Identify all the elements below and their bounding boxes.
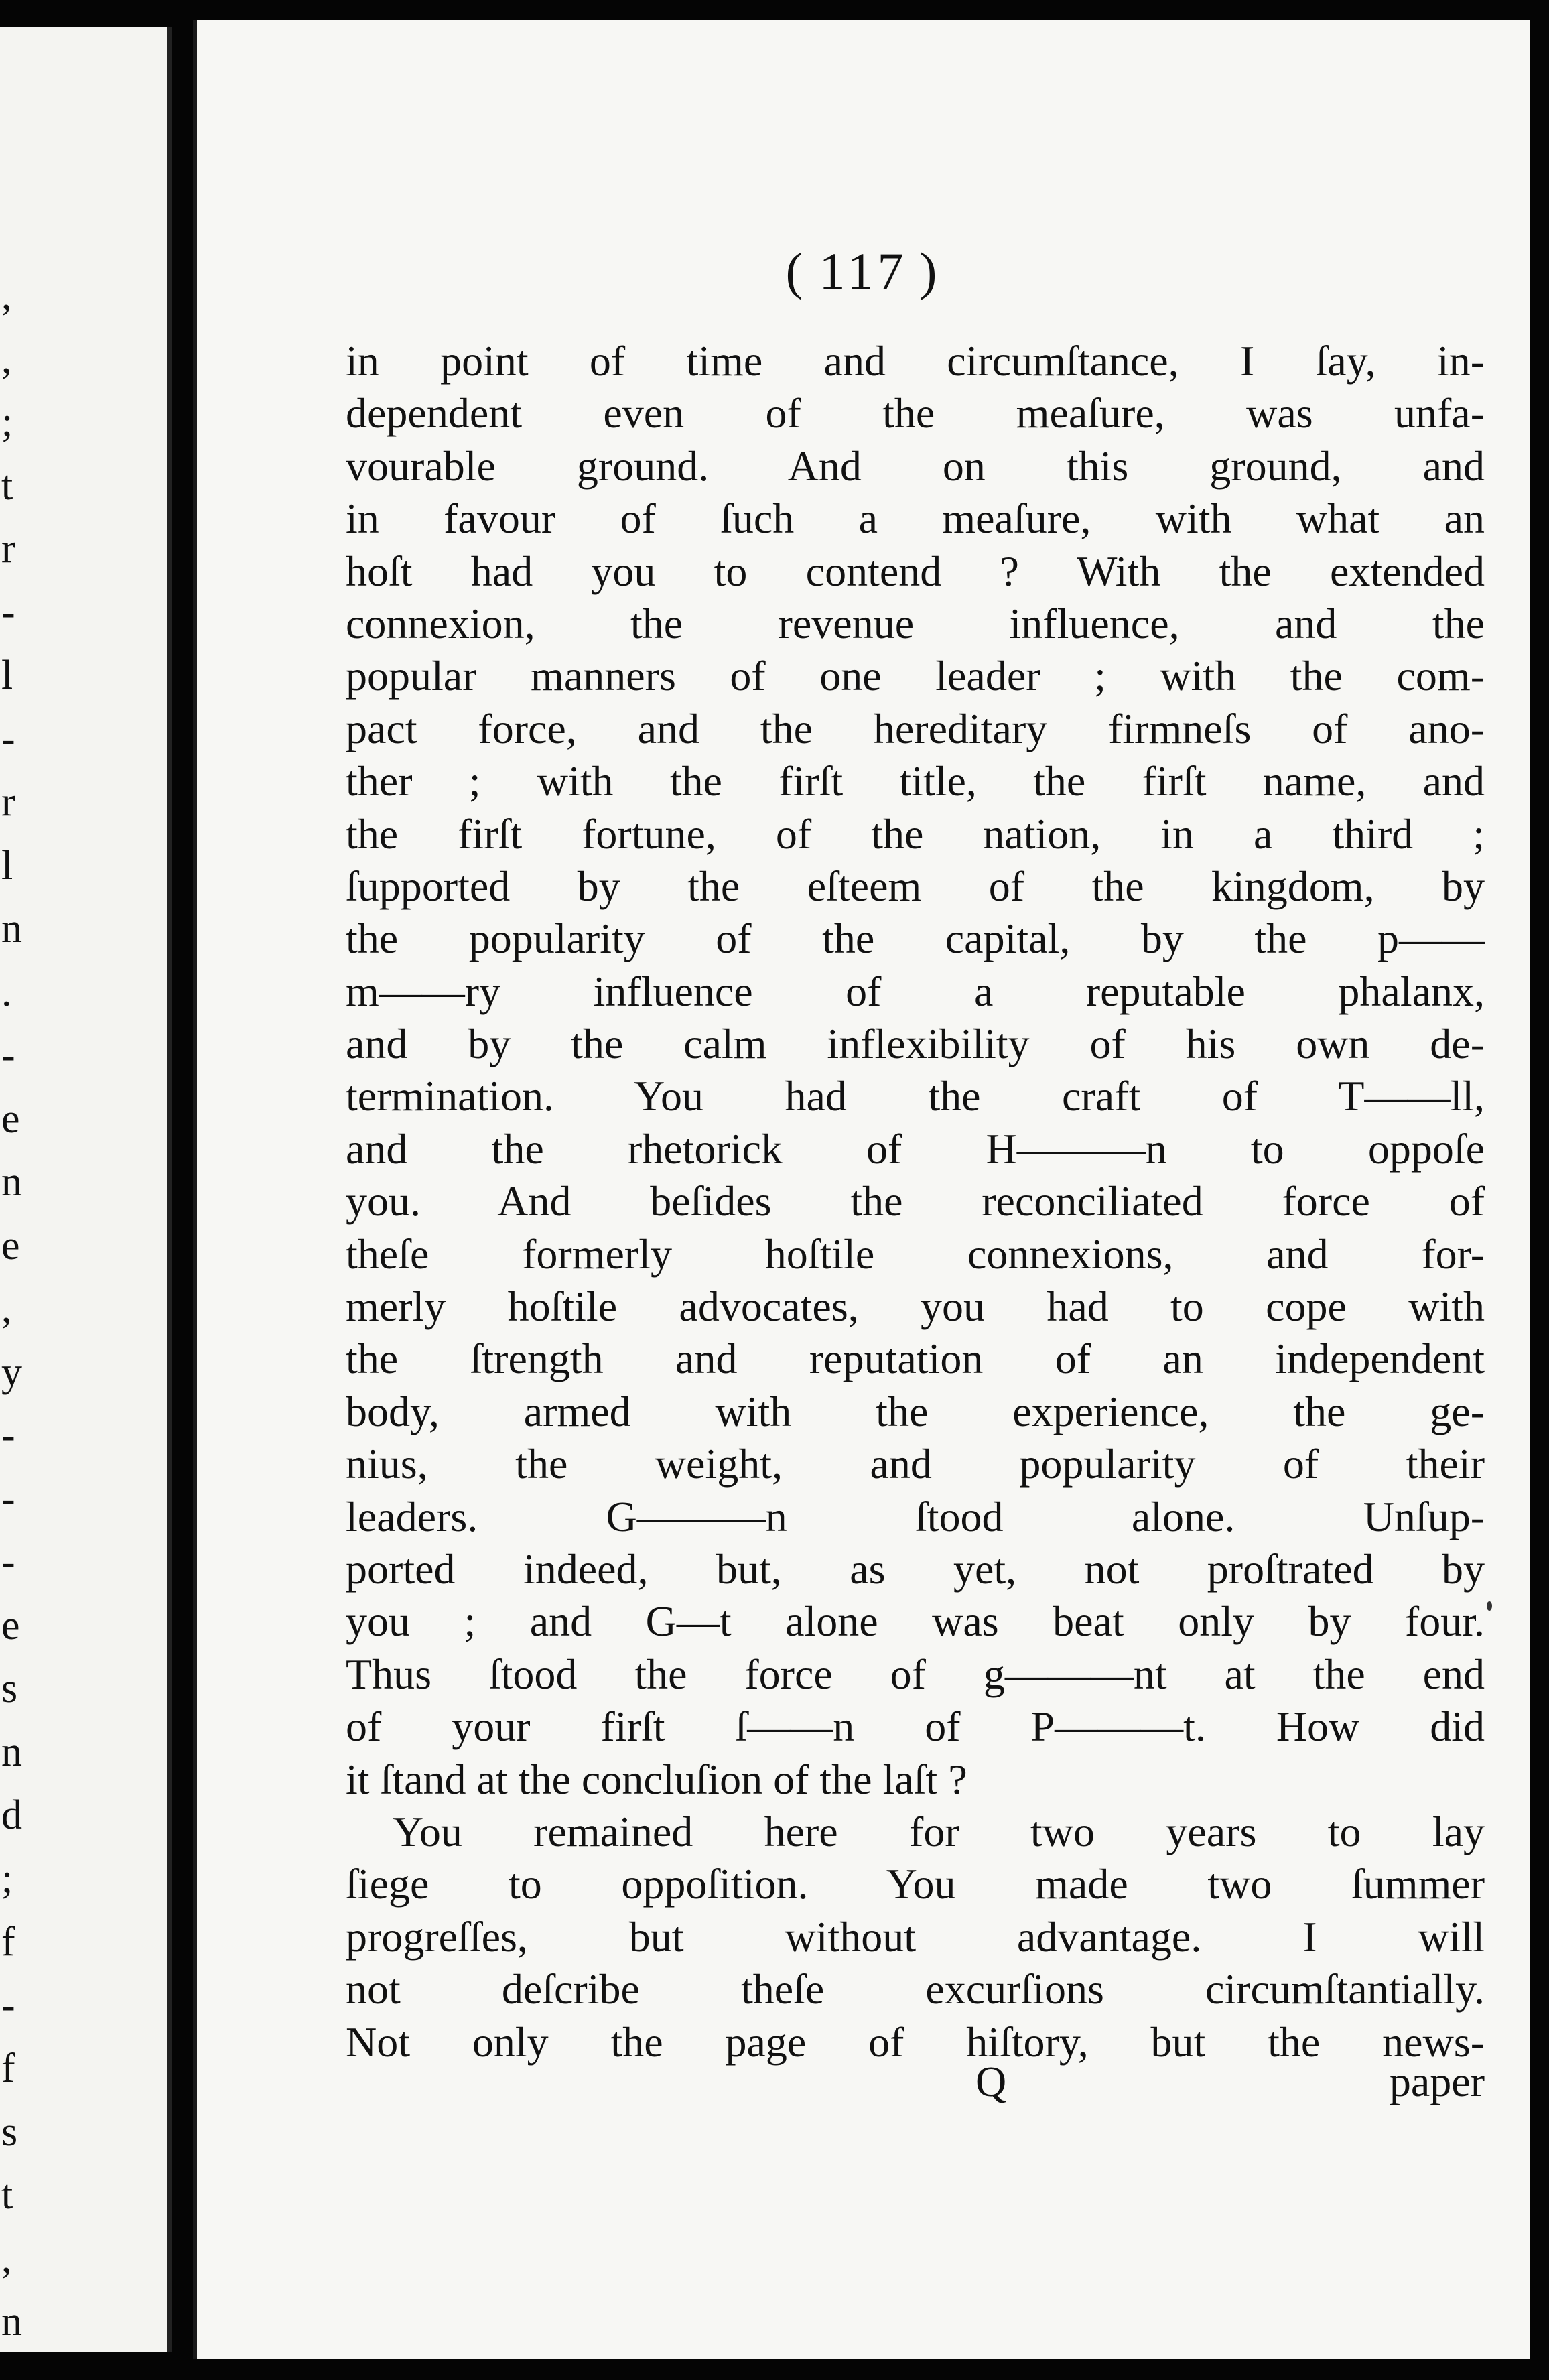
- left-page-fragment: t: [1, 2172, 13, 2218]
- text-line: the firſt fortune, of the nation, in a third ;: [346, 809, 1485, 858]
- left-page-fragment: r: [1, 779, 15, 825]
- text-line: not deſcribe theſe excurſions circumſtantially.: [346, 1965, 1485, 2013]
- left-page-fragment: -: [1, 716, 15, 762]
- text-line: body, armed with the experience, the ge-: [346, 1387, 1485, 1435]
- text-line: ported indeed, but, as yet, not proſtrated by: [346, 1544, 1485, 1593]
- left-page-fragment: r: [1, 526, 15, 572]
- text-line: Not only the page of hiſtory, but the news-: [346, 2018, 1485, 2066]
- left-page-fragment: d: [1, 1792, 22, 1838]
- left-page-fragment: s: [1, 1666, 18, 1711]
- text-line: termination. You had the craft of T——ll,: [346, 1072, 1485, 1120]
- text-line: you. And beſides the reconciliated force of: [346, 1177, 1485, 1226]
- text-line: connexion, the revenue influence, and the: [346, 599, 1485, 647]
- left-page-fragment: l: [1, 653, 13, 698]
- text-line: theſe formerly hoſtile connexions, and for-: [346, 1230, 1485, 1278]
- left-page-fragment: -: [1, 1539, 15, 1585]
- left-page-fragment: -: [1, 589, 15, 635]
- left-page-fragment: ,: [1, 1286, 12, 1331]
- close-parenthesis: ): [919, 242, 941, 300]
- left-page-fragment: l: [1, 842, 13, 888]
- text-line: in point of time and circumſtance, I ſay, in-: [346, 337, 1485, 385]
- left-page-fragment: y: [1, 1349, 22, 1395]
- text-line: of your firſt ſ——n of P———t. How did: [346, 1703, 1485, 1751]
- text-line: merly hoſtile advocates, you had to cope with: [346, 1282, 1485, 1331]
- left-page-fragment: e: [1, 1096, 20, 1142]
- page-number: 117: [819, 242, 908, 300]
- left-page-fragment: t: [1, 462, 13, 509]
- left-page-fragment: -: [1, 1412, 15, 1458]
- signature-mark: Q: [975, 2058, 1007, 2105]
- left-page-fragment: f: [1, 2046, 15, 2091]
- left-page-fragment: -: [1, 1982, 15, 2028]
- text-line: ther ; with the firſt title, the firſt name, and: [346, 757, 1485, 805]
- left-page-fragment: .: [1, 969, 12, 1015]
- body-text: [346, 335, 1485, 2068]
- left-page-fragment: ,: [1, 336, 12, 382]
- text-line: popular manners of one leader ; with the com-: [346, 652, 1485, 700]
- left-page-fragment: ;: [1, 1855, 13, 1902]
- book-page: [193, 20, 1530, 2359]
- text-line: and the rhetorick of H———n to oppoſe: [346, 1124, 1485, 1173]
- left-page-fragment: n: [1, 1159, 22, 1205]
- text-line: Thus ſtood the force of g———nt at the end: [346, 1650, 1485, 1698]
- text-line: You remained here for two years to lay: [393, 1807, 1485, 1855]
- left-page-fragment: n: [1, 906, 22, 951]
- left-page-fragment: -: [1, 1033, 15, 1078]
- left-page-fragment: ,: [1, 273, 12, 318]
- left-page-fragment: n: [1, 2299, 22, 2344]
- text-line: pact force, and the hereditary firmneſs of ano-: [346, 704, 1485, 752]
- text-line: leaders. G———n ſtood alone. Unſup-: [346, 1492, 1485, 1540]
- left-page-fragment: ,: [1, 2235, 12, 2282]
- text-line: ſiege to oppoſition. You made two ſummer: [346, 1860, 1485, 1908]
- text-line: in favour of ſuch a meaſure, with what an: [346, 494, 1485, 543]
- text-line: progreſſes, but without advantage. I will: [346, 1912, 1485, 1961]
- left-page-fragment: -: [1, 1475, 15, 1522]
- open-parenthesis: (: [785, 242, 807, 300]
- left-page-fragment: s: [1, 2109, 18, 2155]
- left-page-fragment: f: [1, 1919, 15, 1965]
- text-line: you ; and G—t alone was beat only by four.: [346, 1597, 1485, 1646]
- left-facing-page: [0, 27, 172, 2352]
- text-line: and by the calm inflexibility of his own de-: [346, 1020, 1485, 1068]
- text-line: nius, the weight, and popularity of their: [346, 1440, 1485, 1488]
- left-page-fragment: e: [1, 1602, 20, 1648]
- page-footer: [346, 2057, 1485, 2117]
- text-line: the popularity of the capital, by the p——: [346, 915, 1485, 963]
- left-page-fragment: n: [1, 1729, 22, 1775]
- page-header: [197, 241, 1530, 302]
- catchword: paper: [1389, 2058, 1485, 2105]
- text-line: it ſtand at the concluſion of the laſt ?: [346, 1755, 967, 1803]
- left-page-fragment: ;: [1, 399, 13, 445]
- ink-speck: [1487, 1601, 1492, 1611]
- text-line: dependent even of the meaſure, was unfa-: [346, 389, 1485, 438]
- text-line: hoſt had you to contend ? With the extended: [346, 547, 1485, 595]
- text-line: m——ry influence of a reputable phalanx,: [346, 967, 1485, 1015]
- left-page-fragment: e: [1, 1222, 20, 1268]
- text-line: the ſtrength and reputation of an independent: [346, 1335, 1485, 1383]
- text-line: ſupported by the eſteem of the kingdom, by: [346, 862, 1485, 910]
- text-line: vourable ground. And on this ground, and: [346, 442, 1485, 490]
